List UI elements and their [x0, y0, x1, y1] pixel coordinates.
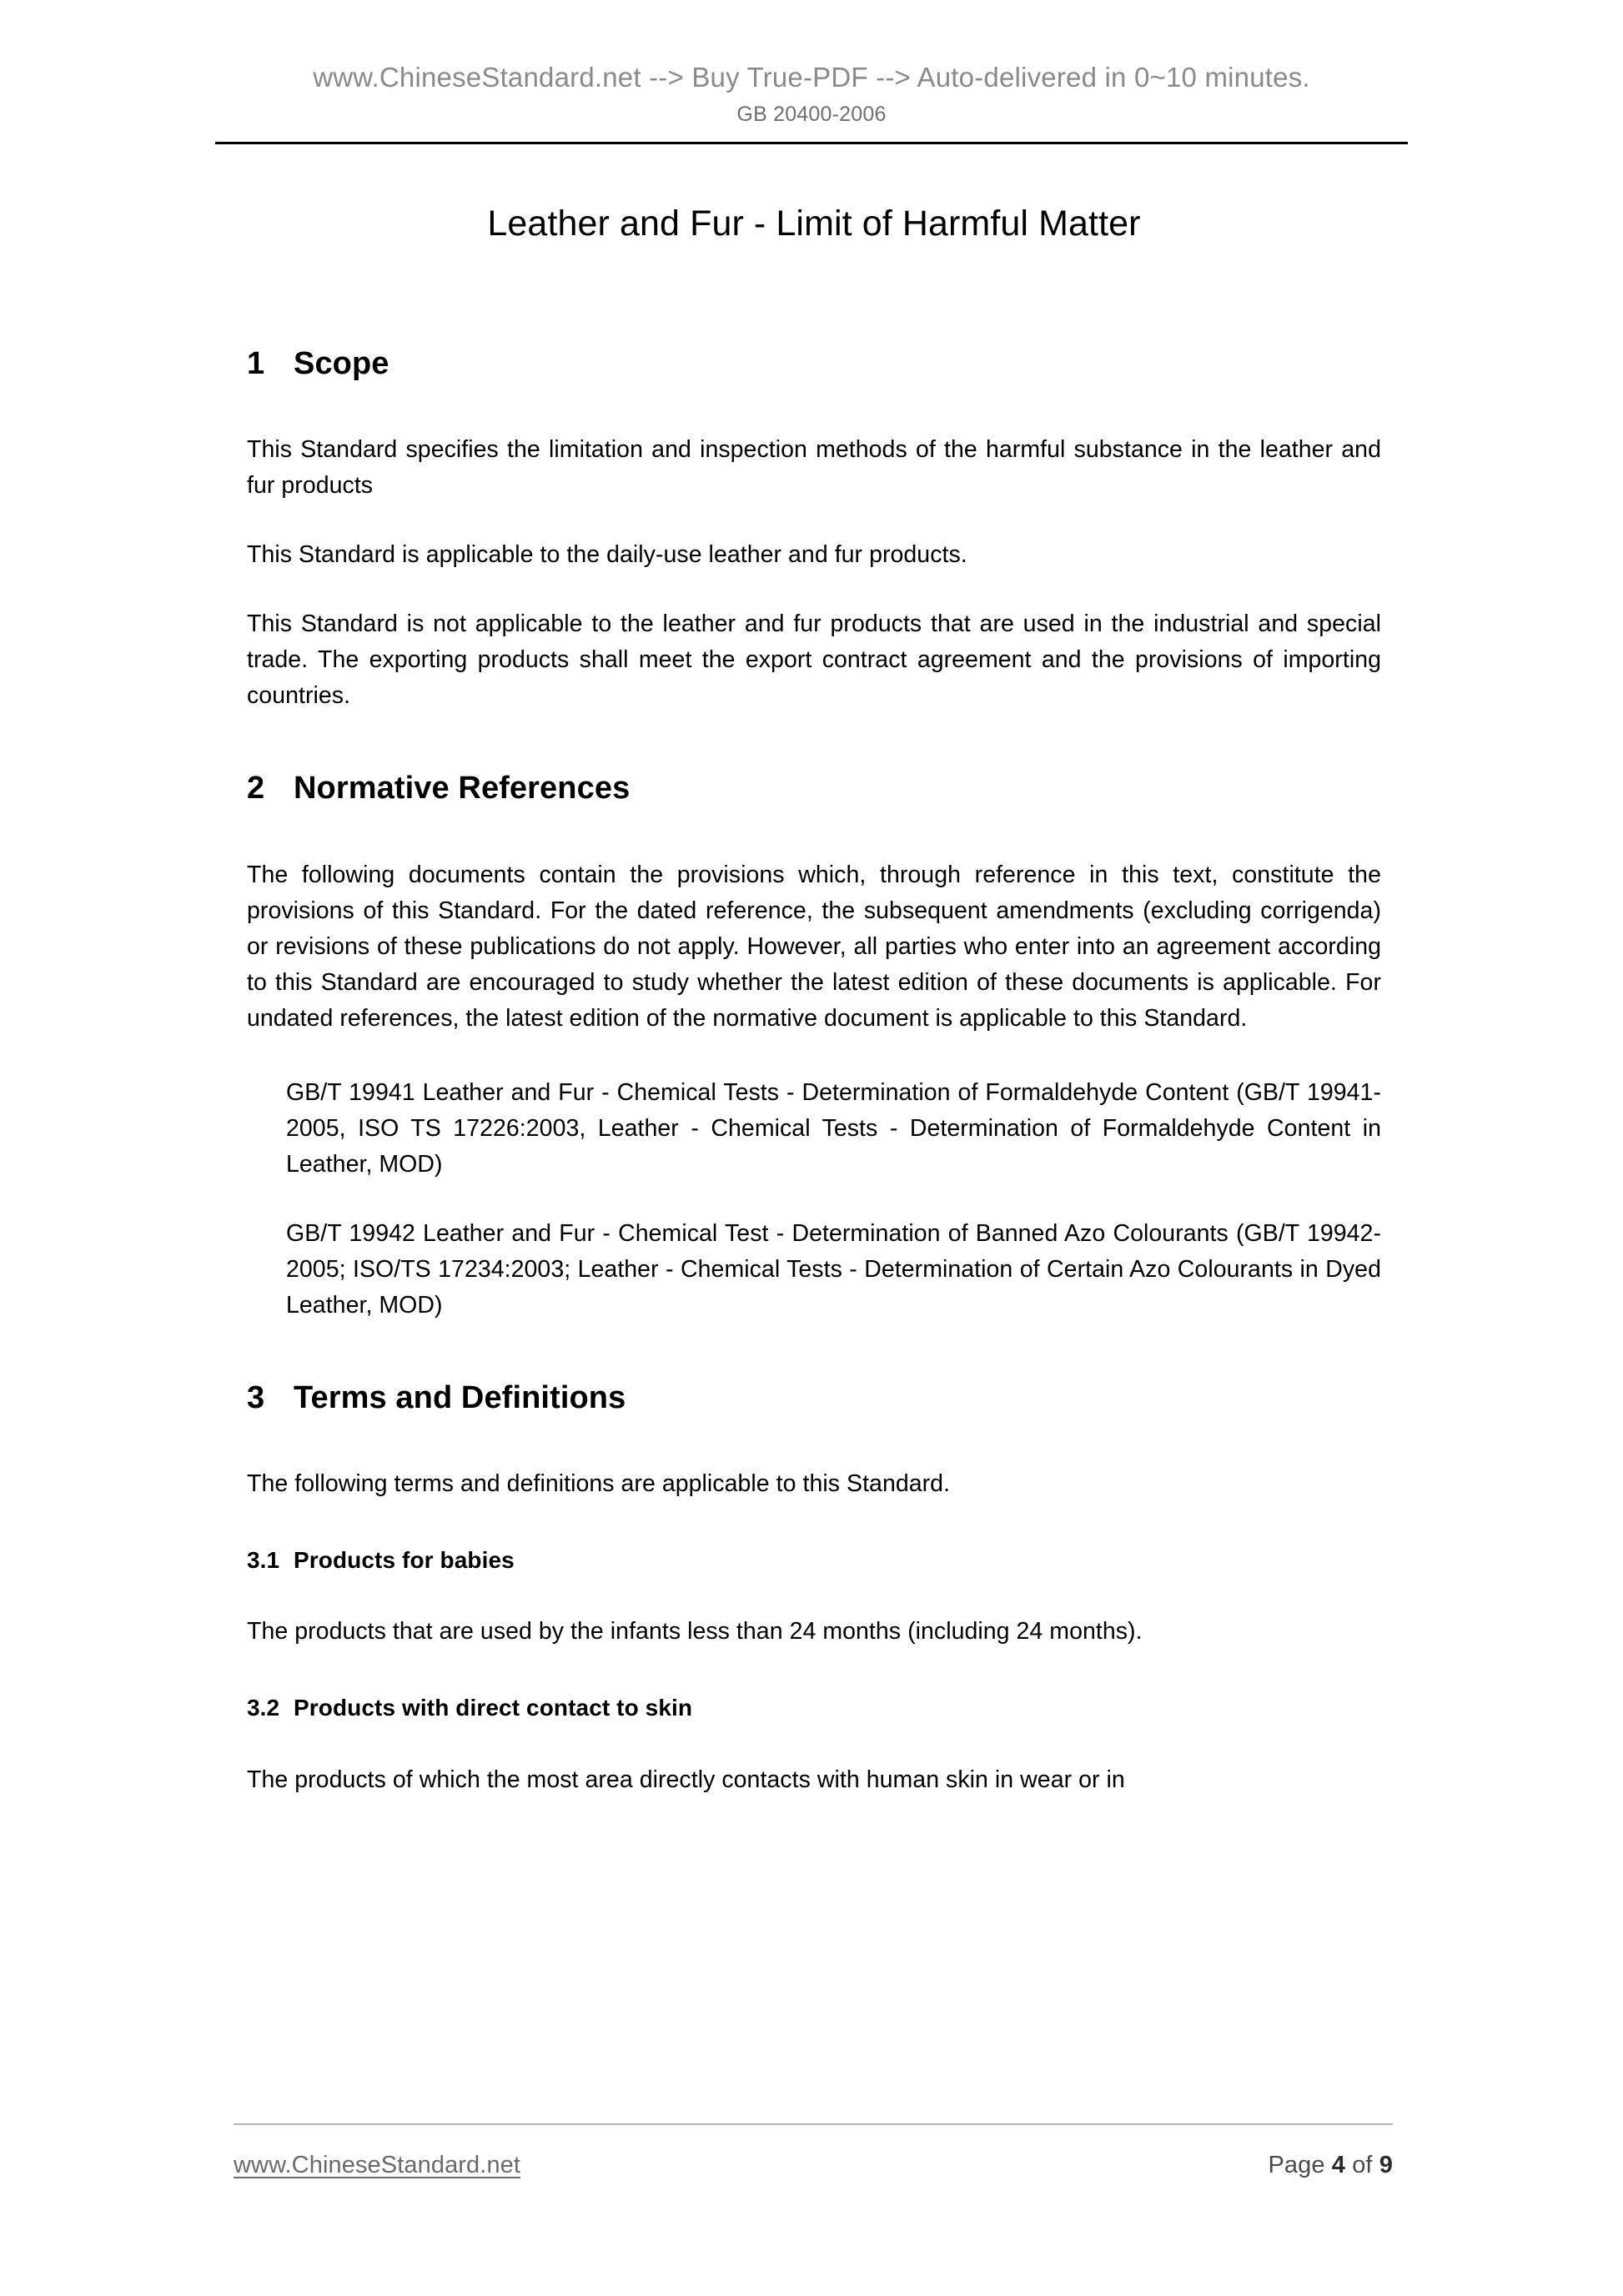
subsection-3-2-text: The products of which the most area directly contacts with human skin in wear or in: [247, 1766, 1125, 1793]
section-1-paragraph-1: This Standard specifies the limitation and inspection methods of the harmful substance in the leather and fur products: [247, 436, 1381, 500]
normative-reference-1: GB/T 19941 Leather and Fur - Chemical Tests - Determination of Formaldehyde Content (GB/T 19941-2005, ISO TS 17226:2003, Leather - Chemical Tests - Determination of Formaldehyde Content in Leather, MOD): [286, 1078, 1381, 1178]
section-number-3: 3: [247, 1379, 265, 1415]
section-title-3: Terms and Definitions: [294, 1379, 626, 1415]
section-2-paragraph-1: The following documents contain the provisions which, through reference in this text, constitute the provisions of this Standard. For the dated reference, the subsequent amendments (excluding corrigenda) or revisions of these publications do not apply. However, all parties who enter into an agreement according to this Standard are encouraged to study whether the latest edition of these documents is applicable. For undated references, the latest edition of the normative document is applicable to this Standard.: [247, 861, 1381, 1032]
page-label-prefix: Page: [1268, 2152, 1325, 2178]
title-spacer: [247, 246, 1381, 344]
current-page-number: 4: [1331, 2152, 1346, 2178]
section-1-paragraph-3: This Standard is not applicable to the leather and fur products that are used in the industrial and special trade. The exporting products shall meet the export contract agreement and the provisions of importing countries.: [247, 610, 1381, 710]
spacer: [247, 1037, 1381, 1075]
section-1-paragraph-2: This Standard is applicable to the daily-use leather and fur products.: [247, 541, 967, 569]
total-page-number: 9: [1379, 2152, 1393, 2178]
spacer: [247, 573, 1381, 606]
section-title-2: Normative References: [294, 771, 631, 806]
subsection-heading-3-1: [247, 1545, 1381, 1575]
page-number-indicator: [1268, 2152, 1393, 2179]
document-standard-code: GB 20400-2006: [736, 103, 887, 127]
page-label-of: of: [1352, 2152, 1373, 2178]
watermark-promo-text: www.ChineseStandard.net --> Buy True-PDF --> Auto-delivered in 0~10 minutes.: [313, 62, 1310, 93]
spacer: [247, 1724, 1381, 1762]
page-title: Leather and Fur - Limit of Harmful Matter: [487, 203, 1141, 244]
subsection-3-1-text: The products that are used by the infants less than 24 months (including 24 months).: [247, 1618, 1143, 1645]
document-content: [247, 203, 1381, 1798]
spacer: [247, 1324, 1381, 1379]
section-heading-2: [247, 769, 1381, 809]
spacer: [247, 384, 1381, 432]
spacer: [247, 1418, 1381, 1466]
page-footer: [234, 2152, 1393, 2179]
spacer: [247, 714, 1381, 769]
footer-divider: [234, 2123, 1393, 2125]
spacer: [247, 1502, 1381, 1545]
header-divider: [215, 142, 1408, 144]
subsection-number-3-2: 3.2: [247, 1695, 280, 1721]
subsection-title-3-1: Products for babies: [294, 1547, 515, 1574]
spacer: [247, 1183, 1381, 1216]
subsection-heading-3-2: [247, 1693, 1381, 1723]
section-heading-1: [247, 344, 1381, 384]
section-number-2: 2: [247, 771, 265, 806]
spacer: [247, 504, 1381, 537]
section-number-1: 1: [247, 345, 265, 381]
page-header: [0, 60, 1623, 127]
subsection-number-3-1: 3.1: [247, 1547, 280, 1574]
spacer: [247, 1575, 1381, 1614]
spacer: [247, 1650, 1381, 1693]
section-3-paragraph-1: The following terms and definitions are applicable to this Standard.: [247, 1470, 951, 1498]
section-heading-3: [247, 1379, 1381, 1419]
subsection-title-3-2: Products with direct contact to skin: [294, 1695, 693, 1721]
section-title-1: Scope: [294, 345, 389, 381]
spacer: [247, 809, 1381, 857]
footer-website-link[interactable]: www.ChineseStandard.net: [234, 2152, 521, 2178]
normative-reference-2: GB/T 19942 Leather and Fur - Chemical Test - Determination of Banned Azo Colourants (GB/T 19942-2005; ISO/TS 17234:2003; Leather - Chemical Tests - Determination of Certain Azo Colourants in Dyed Leather, MOD): [286, 1219, 1381, 1319]
